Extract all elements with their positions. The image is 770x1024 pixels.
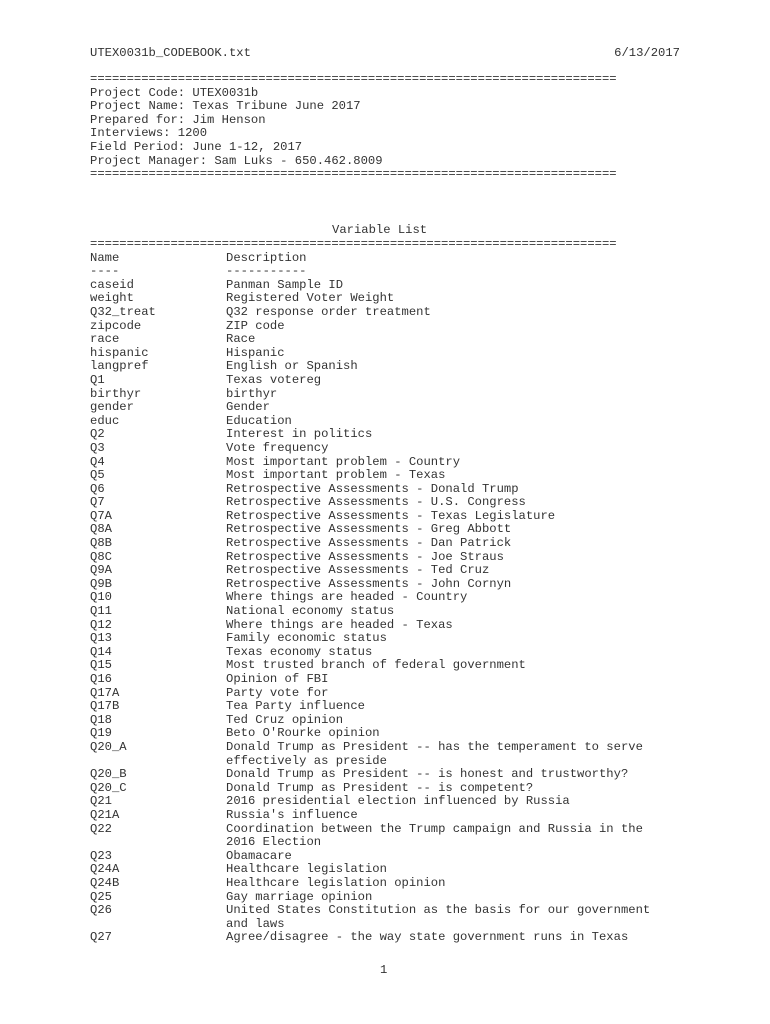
variable-name: Q3 xyxy=(90,440,105,455)
table-row xyxy=(90,673,671,687)
variable-name: Q7 xyxy=(90,495,105,510)
table-row xyxy=(90,823,671,850)
variable-description: Beto O'Rourke opinion xyxy=(226,726,380,741)
variable-description: 2016 presidential election influenced by Russia xyxy=(226,794,570,809)
variable-name: Q17B xyxy=(90,699,120,714)
variable-description: ZIP code xyxy=(226,318,285,333)
variable-name: hispanic xyxy=(90,345,149,360)
variable-name: zipcode xyxy=(90,318,142,333)
variable-name: Q15 xyxy=(90,658,112,673)
variable-description: Donald Trump as President -- has the temperament to serve effectively as preside xyxy=(226,739,643,768)
table-separator: ======================================================================== xyxy=(90,237,617,251)
variable-name: Q4 xyxy=(90,454,105,469)
separator-bottom: ======================================================================== xyxy=(90,167,617,182)
table-row xyxy=(90,646,671,660)
table-row xyxy=(90,279,671,293)
variable-description: Donald Trump as President -- is competent? xyxy=(226,780,534,795)
variable-description: Texas votereg xyxy=(226,372,322,387)
table-row xyxy=(90,904,671,931)
table-row xyxy=(90,442,671,456)
prepared-for: Prepared for: Jim Henson xyxy=(90,112,266,127)
variable-description: Panman Sample ID xyxy=(226,277,344,292)
table-row xyxy=(90,700,671,714)
table-row xyxy=(90,360,671,374)
variable-name: Q24B xyxy=(90,875,120,890)
table-row xyxy=(90,877,671,891)
variable-name: Q19 xyxy=(90,726,112,741)
name-header: Name xyxy=(90,250,120,265)
variable-description: Gender xyxy=(226,400,270,415)
variable-name: Q26 xyxy=(90,903,112,918)
table-row xyxy=(90,591,671,605)
project-name: Project Name: Texas Tribune June 2017 xyxy=(90,99,361,114)
variable-description: Registered Voter Weight xyxy=(226,291,395,306)
variable-name: Q7A xyxy=(90,508,112,523)
variable-description: Healthcare legislation opinion xyxy=(226,875,446,890)
page-number: 1 xyxy=(380,963,388,977)
table-row xyxy=(90,809,671,823)
table-row xyxy=(90,537,671,551)
variable-description: Vote frequency xyxy=(226,440,329,455)
project-manager: Project Manager: Sam Luks - 650.462.8009 xyxy=(90,153,383,168)
variable-description: Russia's influence xyxy=(226,807,358,822)
variable-list-title: Variable List xyxy=(332,223,428,237)
variable-name: Q23 xyxy=(90,848,112,863)
variable-name: langpref xyxy=(90,359,149,374)
table-row xyxy=(90,632,671,646)
description-header: Description xyxy=(226,250,307,265)
variable-description: Texas economy status xyxy=(226,644,373,659)
variable-name: Q21A xyxy=(90,807,120,822)
variable-description: Education xyxy=(226,413,292,428)
variable-description: Retrospective Assessments - Texas Legislature xyxy=(226,508,556,523)
table-row xyxy=(90,659,671,673)
variable-table xyxy=(90,238,671,945)
variable-description: Retrospective Assessments - Joe Straus xyxy=(226,549,504,564)
table-row xyxy=(90,564,671,578)
page-header xyxy=(90,46,680,60)
table-row xyxy=(90,741,671,768)
table-row xyxy=(90,619,671,633)
variable-name: Q9A xyxy=(90,563,112,578)
table-row xyxy=(90,714,671,728)
table-row xyxy=(90,292,671,306)
variable-name: Q21 xyxy=(90,794,112,809)
variable-description: Tea Party influence xyxy=(226,699,365,714)
variable-name: Q8A xyxy=(90,522,112,537)
interviews: Interviews: 1200 xyxy=(90,126,208,141)
variable-name: Q32_treat xyxy=(90,304,156,319)
variable-name: Q16 xyxy=(90,672,112,686)
table-row xyxy=(90,605,671,619)
variable-rows xyxy=(90,279,671,945)
variable-description: Agree/disagree - the way state government runs in Texas xyxy=(226,930,629,945)
variable-name: weight xyxy=(90,291,134,306)
variable-name: Q17A xyxy=(90,685,120,700)
variable-description: Donald Trump as President -- is honest and trustworthy? xyxy=(226,767,629,782)
table-row xyxy=(90,782,671,796)
variable-name: Q2 xyxy=(90,427,105,442)
separator-top: ======================================================================== xyxy=(90,72,617,86)
variable-name: Q20_A xyxy=(90,739,127,754)
variable-name: Q20_C xyxy=(90,780,127,795)
variable-description: Retrospective Assessments - Greg Abbott xyxy=(226,522,512,537)
variable-description: Most trusted branch of federal government xyxy=(226,658,526,673)
variable-name: Q25 xyxy=(90,889,112,904)
name-underline: ---- xyxy=(90,264,120,279)
variable-name: race xyxy=(90,332,120,347)
table-row xyxy=(90,578,671,592)
variable-description: Retrospective Assessments - U.S. Congress xyxy=(226,495,526,510)
table-row xyxy=(90,483,671,497)
variable-description: Coordination between the Trump campaign and Russia in the 2016 Election xyxy=(226,821,643,850)
table-row xyxy=(90,320,671,334)
project-info xyxy=(90,73,617,182)
variable-name: caseid xyxy=(90,277,134,292)
variable-description: Retrospective Assessments - Donald Trump xyxy=(226,481,519,496)
table-row xyxy=(90,401,671,415)
project-code: Project Code: UTEX0031b xyxy=(90,85,259,100)
variable-description: Obamacare xyxy=(226,848,292,863)
table-row xyxy=(90,551,671,565)
table-row xyxy=(90,850,671,864)
variable-description: Party vote for xyxy=(226,685,329,700)
variable-description: Hispanic xyxy=(226,345,285,360)
variable-name: Q22 xyxy=(90,821,112,836)
variable-description: Gay marriage opinion xyxy=(226,889,373,904)
variable-description: Most important problem - Texas xyxy=(226,468,446,483)
variable-name: Q8B xyxy=(90,536,112,551)
variable-name: Q24A xyxy=(90,862,120,877)
description-underline: ----------- xyxy=(226,264,307,279)
table-row xyxy=(90,768,671,782)
table-row xyxy=(90,428,671,442)
variable-description: Retrospective Assessments - Ted Cruz xyxy=(226,563,490,578)
table-row xyxy=(90,347,671,361)
table-row xyxy=(90,523,671,537)
column-underlines xyxy=(90,265,671,279)
variable-description: Family economic status xyxy=(226,631,387,646)
variable-description: Most important problem - Country xyxy=(226,454,461,469)
variable-description: Healthcare legislation xyxy=(226,862,387,877)
variable-name: gender xyxy=(90,400,134,415)
table-row xyxy=(90,415,671,429)
table-row xyxy=(90,374,671,388)
variable-name: Q13 xyxy=(90,631,112,646)
variable-name: Q8C xyxy=(90,549,112,564)
column-headers xyxy=(90,252,671,266)
table-row xyxy=(90,687,671,701)
variable-name: Q12 xyxy=(90,617,112,632)
table-row xyxy=(90,727,671,741)
table-row xyxy=(90,469,671,483)
variable-description: Ted Cruz opinion xyxy=(226,712,344,727)
file-name: UTEX0031b_CODEBOOK.txt xyxy=(90,46,251,60)
variable-name: Q1 xyxy=(90,372,105,387)
variable-description: Retrospective Assessments - John Cornyn xyxy=(226,576,512,591)
variable-description: United States Constitution as the basis for our government and laws xyxy=(226,903,651,931)
variable-description: birthyr xyxy=(226,386,278,401)
table-row xyxy=(90,510,671,524)
header-date: 6/13/2017 xyxy=(614,46,680,60)
variable-name: Q5 xyxy=(90,468,105,483)
variable-description: Interest in politics xyxy=(226,427,373,442)
table-row xyxy=(90,456,671,470)
variable-name: educ xyxy=(90,413,120,428)
variable-name: Q20_B xyxy=(90,767,127,782)
variable-description: Race xyxy=(226,332,256,347)
variable-description: Retrospective Assessments - Dan Patrick xyxy=(226,536,512,551)
variable-name: Q11 xyxy=(90,604,112,619)
table-row xyxy=(90,496,671,510)
variable-name: Q27 xyxy=(90,930,112,945)
table-row xyxy=(90,306,671,320)
field-period: Field Period: June 1-12, 2017 xyxy=(90,139,303,154)
variable-description: National economy status xyxy=(226,604,395,619)
table-row xyxy=(90,891,671,905)
variable-name: Q14 xyxy=(90,644,112,659)
variable-description: Where things are headed - Texas xyxy=(226,617,453,632)
table-row xyxy=(90,333,671,347)
variable-name: Q6 xyxy=(90,481,105,496)
variable-description: Q32 response order treatment xyxy=(226,304,431,319)
table-row xyxy=(90,388,671,402)
table-row xyxy=(90,863,671,877)
table-row xyxy=(90,931,671,945)
variable-name: Q9B xyxy=(90,576,112,591)
variable-description: Opinion of FBI xyxy=(226,672,329,686)
variable-name: Q18 xyxy=(90,712,112,727)
variable-description: English or Spanish xyxy=(226,359,358,374)
variable-name: birthyr xyxy=(90,386,142,401)
variable-name: Q10 xyxy=(90,590,112,605)
table-row xyxy=(90,795,671,809)
variable-description: Where things are headed - Country xyxy=(226,590,468,605)
